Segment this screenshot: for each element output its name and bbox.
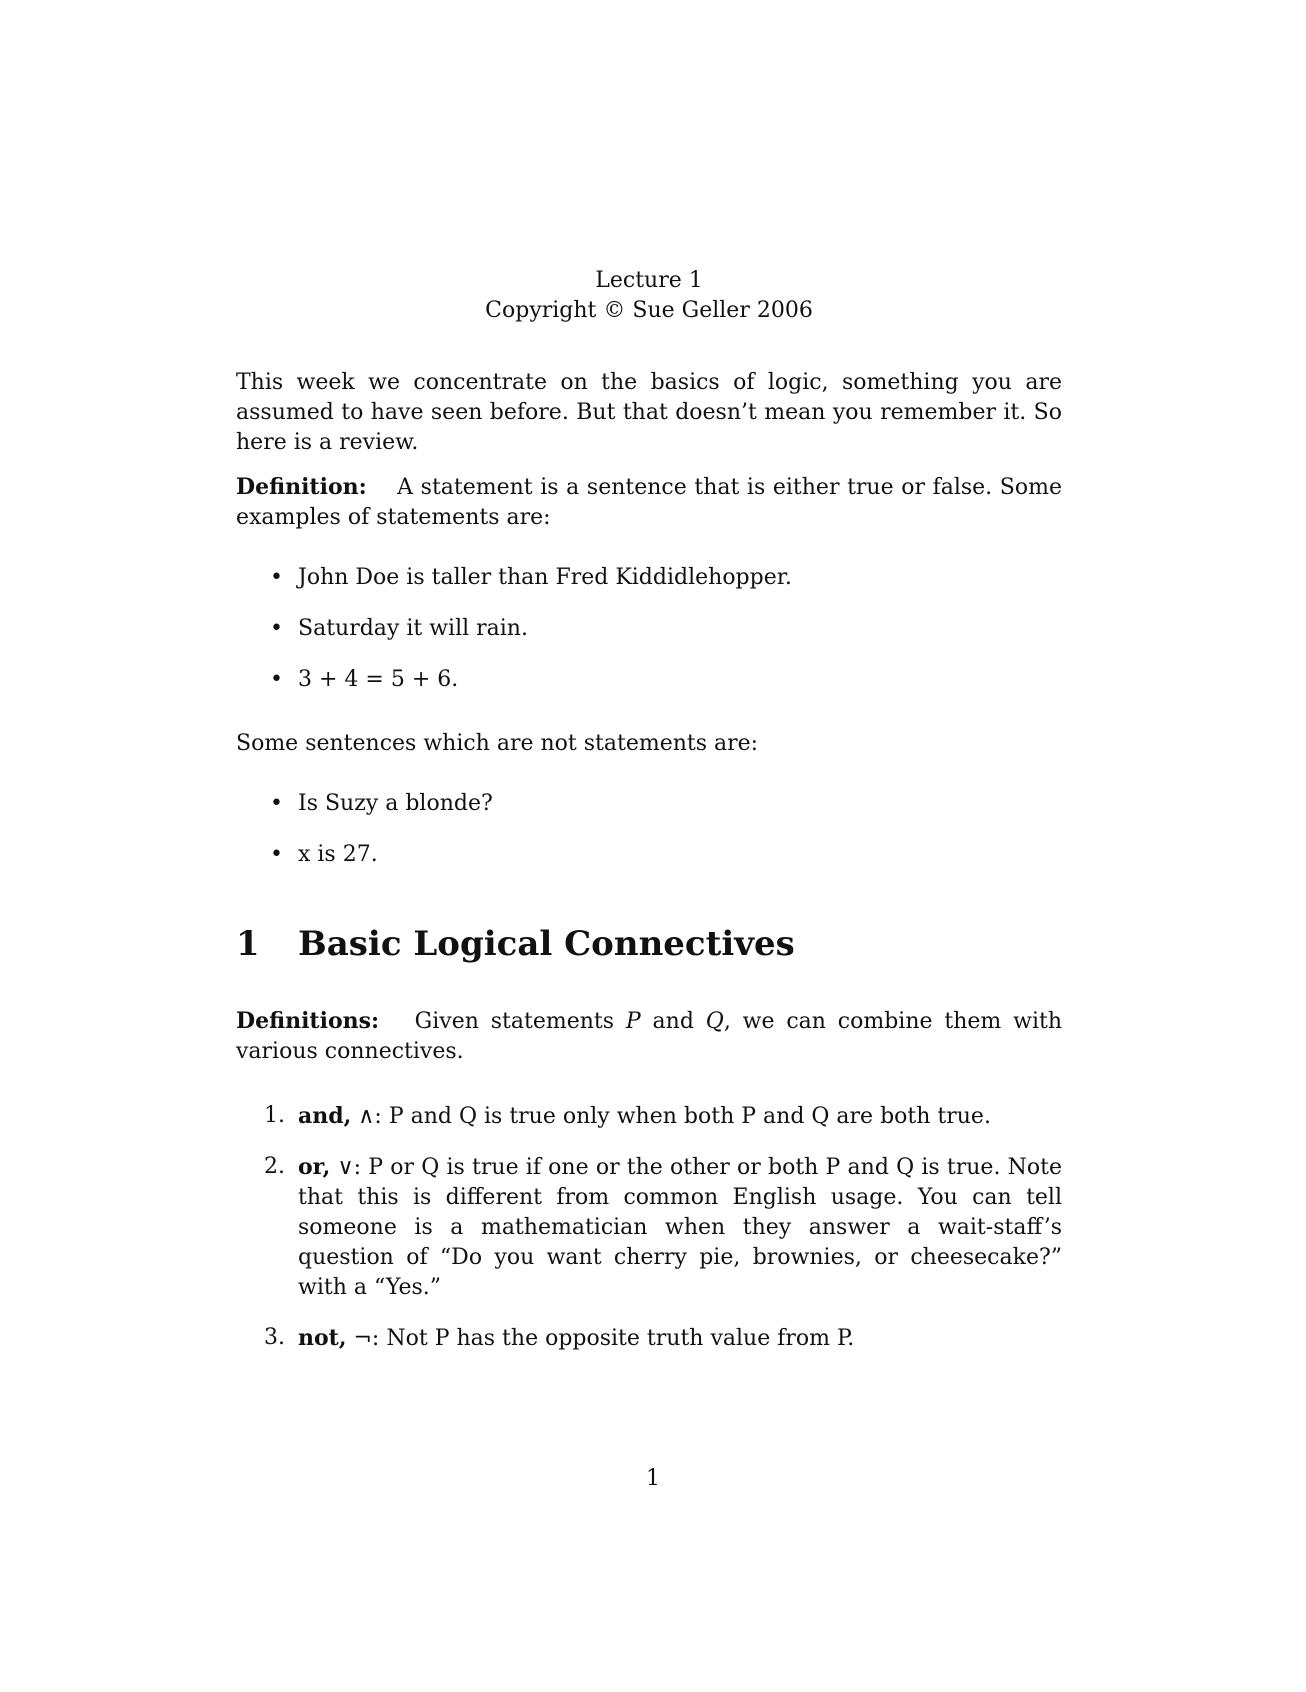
- lecture-title: Lecture 1: [595, 268, 703, 293]
- document-header: [236, 266, 1062, 326]
- list-item: [236, 1323, 1062, 1354]
- document-page: [236, 266, 1062, 1354]
- definitions-text-c: , we can combine them with various connectives.: [236, 1009, 1062, 1064]
- connective-description: Not P has the opposite truth value from P.: [386, 1326, 855, 1351]
- list-item: [236, 789, 1062, 819]
- variable-q: Q: [705, 1009, 724, 1034]
- bullet-icon: •: [270, 842, 283, 867]
- bullet-icon: •: [270, 791, 283, 816]
- section-heading: [236, 924, 1062, 964]
- definitions-paragraph: [236, 1006, 1062, 1067]
- intro-paragraph: This week we concentrate on the basics of logic, something you are assumed to have seen before. But that doesn’t mean you remember it. So here is a review.: [236, 370, 1062, 455]
- list-item-text: x is 27.: [298, 842, 378, 867]
- page-number: 1: [646, 1466, 660, 1491]
- connective-name: not,: [298, 1325, 347, 1351]
- nonstatement-examples-list: [236, 789, 1062, 870]
- list-item-text: John Doe is taller than Fred Kiddidlehopper.: [298, 565, 792, 590]
- connective-symbol: ¬:: [353, 1326, 380, 1351]
- list-item: [236, 840, 1062, 870]
- list-item: [236, 1152, 1062, 1303]
- bullet-icon: •: [270, 667, 283, 692]
- connective-description: P or Q is true if one or the other or both P and Q is true. Note that this is different from common English usage. You can tell someone is a mathematician when they answer a wait-staff’s question of “Do you want cherry pie, brownies, or cheesecake?” with a “Yes.”: [298, 1155, 1063, 1300]
- list-number: 3.: [264, 1325, 285, 1350]
- copyright-line: Copyright © Sue Geller 2006: [485, 298, 813, 323]
- definitions-text-a: Given statements: [414, 1009, 626, 1034]
- list-number: 2.: [264, 1154, 285, 1179]
- list-item-text: 3 + 4 = 5 + 6.: [298, 667, 459, 692]
- definition-label: Definition:: [236, 474, 367, 500]
- list-item-text: Saturday it will rain.: [298, 616, 528, 641]
- connective-name: or,: [298, 1154, 331, 1180]
- bullet-icon: •: [270, 616, 283, 641]
- connective-symbol: ∨:: [337, 1155, 362, 1180]
- list-item: [236, 665, 1062, 695]
- connective-name: and,: [298, 1103, 352, 1129]
- connectives-list: [236, 1101, 1062, 1354]
- connective-description: P and Q is true only when both P and Q are both true.: [388, 1104, 991, 1129]
- list-item: [236, 563, 1062, 593]
- definitions-text-b: and: [640, 1009, 706, 1034]
- nonstatements-intro: Some sentences which are not statements are:: [236, 731, 759, 756]
- definitions-label: Definitions:: [236, 1008, 380, 1034]
- list-item: [236, 614, 1062, 644]
- list-number: 1.: [264, 1103, 285, 1128]
- connective-symbol: ∧:: [358, 1104, 382, 1129]
- variable-p: P: [625, 1009, 641, 1034]
- statement-examples-list: [236, 563, 1062, 695]
- list-item-text: Is Suzy a blonde?: [298, 791, 493, 816]
- definition-text: A statement is a sentence that is either true or false. Some examples of statements are:: [236, 475, 1062, 530]
- section-number: 1: [236, 924, 260, 964]
- list-item: [236, 1101, 1062, 1132]
- definition-paragraph: [236, 472, 1062, 533]
- bullet-icon: •: [270, 565, 283, 590]
- section-title-text: Basic Logical Connectives: [298, 924, 795, 964]
